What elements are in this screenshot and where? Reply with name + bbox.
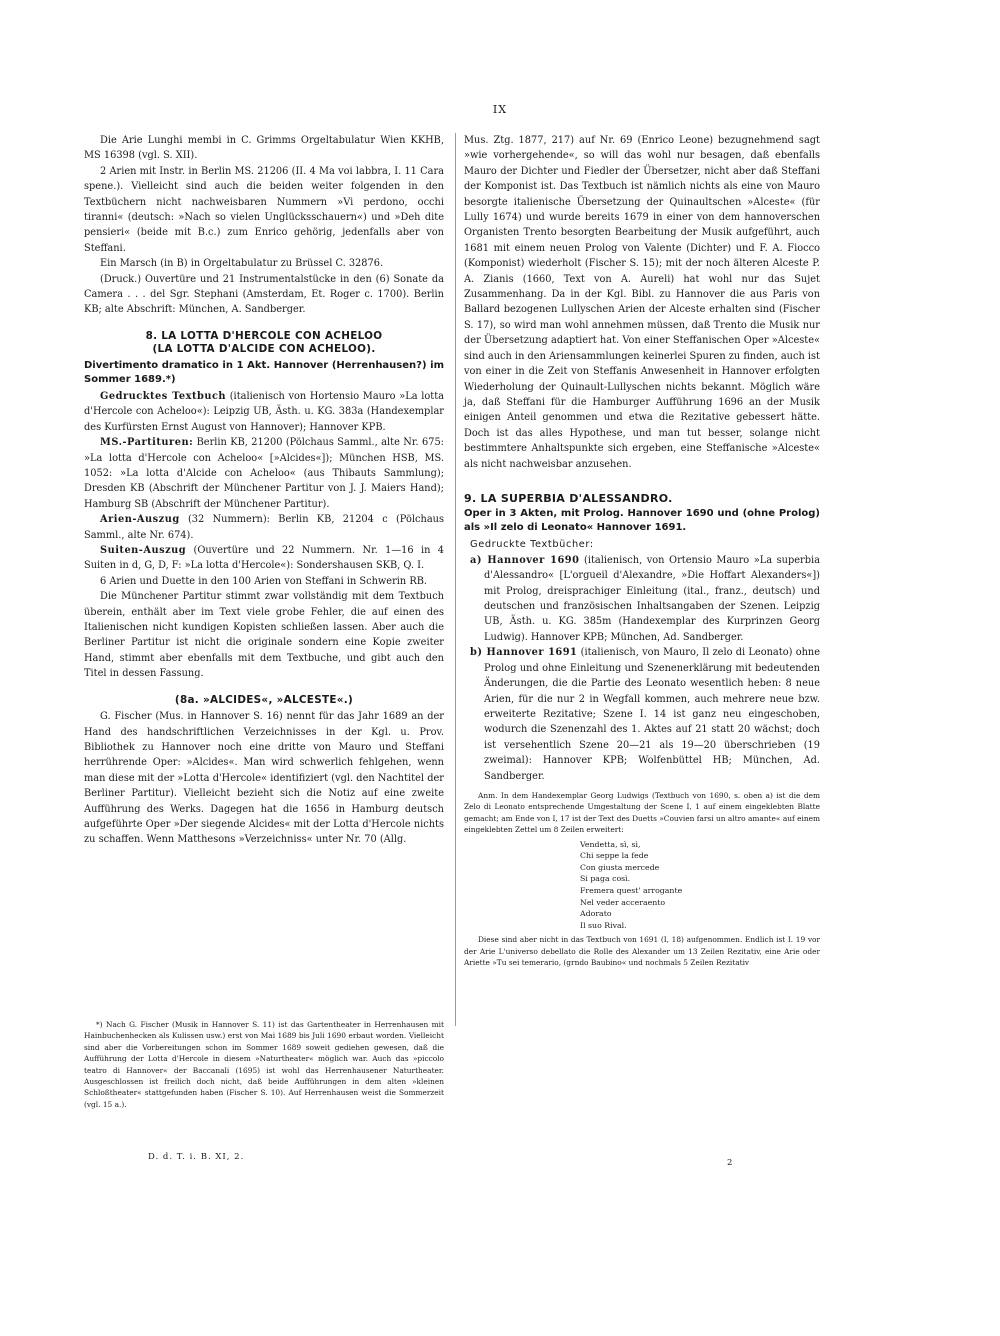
section-subtitle-9: Oper in 3 Akten, mit Prolog. Hannover 1690 und (ohne Prolog) als »Il zelo di Leonato« Hannover 1691. <box>464 508 820 534</box>
text-suiten-auszug: (Ouvertüre und 22 Nummern. Nr. 1—16 in 4 Suiten in d, G, D, F: »La lotta d'Hercole«): Sondershausen SKB, Q. I. <box>84 544 444 572</box>
footnote-text: *) Nach G. Fischer (Musik in Hannover S. 11) ist das Gartentheater in Herrenhausen mit Hainbuchenhecken als Kulissen usw.) erst von Mai 1689 bis Juli 1690 erbaut worden. Vielleicht sind aber die Vorbereitungen schon im Sommer 1689 soweit gediehen gewesen, daß die Aufführung der Lotta d'Hercole in diesem »Naturtheater« möglich war. Auch das »piccolo teatro di Hannover« der Baccanali (1695) ist wohl das Herrenhausener Naturtheater. Ausgeschlossen ist freilich doch nicht, daß beide Aufführungen in dem alten »kleinen Schloßtheater« stattgefunden haben (Fischer S. 10). Auf Herrenhausen weist die Sommerzeit (vgl. 15 a.). <box>84 1020 444 1109</box>
list-item-b <box>464 645 820 784</box>
paragraph-druck: (Druck.) Ouvertüre und 21 Instrumentalstücke in den (6) Sonate da Camera . . . del Sgr. Stephani (Amsterdam, Et. Roger c. 1700). Berlin KB; alte Abschrift: München, A. Sandberger. <box>84 273 444 316</box>
label-arien-auszug: Arien-Auszug <box>100 514 180 526</box>
column-divider <box>455 133 456 1026</box>
list-item-a-label: a) Hannover 1690 <box>470 554 580 566</box>
list-item-a <box>464 553 820 645</box>
poem-line: Fremera quest' arrogante <box>580 885 683 895</box>
section-heading-9: 9. LA SUPERBIA D'ALESSANDRO. <box>464 491 673 505</box>
text-partituren: Berlin KB, 21200 (Pölchaus Samml., alte Nr. 675: »La lotta d'Hercole con Acheloo« [»Alcides«]); München HSB, MS. 1052: »La lotta d'Alcide con Acheloo« (aus Thibauts Sammlung); Dresden KB (Abschrift der Münchener Partitur von J. J. Maiers Hand); Hamburg SB (Abschrift der Münchener Partitur). <box>84 437 444 510</box>
poem-line: Nel veder acceraento <box>580 897 666 907</box>
section-heading-8-line1: 8. LA LOTTA D'HERCOLE CON ACHELOO <box>145 329 383 342</box>
paragraph-arien-auszug <box>84 512 444 543</box>
section-heading-8-line2: (LA LOTTA D'ALCIDE CON ACHELOO). <box>152 343 376 356</box>
paragraph-suiten-auszug <box>84 543 444 574</box>
list-item-b-text: (italienisch, von Mauro, Il zelo di Leonato) ohne Prolog und ohne Einleitung und Szenenerklärung mit bedeutenden Änderungen, die die Partie des Leonato wesentlich heben: 8 neue Arien, für die nur 2 in Wegfall kommen, auch mehrere neue bzw. erweiterte Rezitative; Szene I. 14 ist ganz neu eingeschoben, wodurch die Szenenzahl des 1. Aktes auf 21 statt 20 wächst; doch ist versehentlich Szene 20—21 als 19—20 überschrieben (19 zweimal): Hannover KPB; Wolfenbüttel HB; München, Ad. Sandberger. <box>484 647 821 782</box>
poem-line: Chi seppe la fede <box>580 851 649 861</box>
left-column <box>84 133 444 848</box>
section-subtitle-8: Divertimento dramatico in 1 Akt. Hannover (Herrenhausen?) im Sommer 1689.*) <box>84 359 444 385</box>
paragraph-partituren <box>84 435 444 512</box>
label-textbuecher: Gedruckte Textbücher: <box>470 539 594 551</box>
label-textbuch: Gedrucktes Textbuch <box>100 390 227 402</box>
label-suiten-auszug: Suiten-Auszug <box>100 544 187 556</box>
right-column <box>464 133 820 969</box>
paragraph-textbuch <box>84 389 444 435</box>
text-arien-auszug: (32 Nummern): Berlin KB, 21204 c (Pölchaus Samml., alte Nr. 674). <box>84 514 444 541</box>
poem-line: Si paga così. <box>580 874 631 884</box>
label-partituren: MS.-Partituren: <box>100 437 194 449</box>
text-textbuch: (italienisch von Hortensio Mauro »La lotta d'Hercole con Acheloo«): Leipzig UB, Ästh. u. KG. 383a (Handexemplar des Kurfürsten Ernst August von Hannover); Hannover KPB. <box>84 390 444 433</box>
paragraph-fischer: G. Fischer (Mus. in Hannover S. 16) nennt für das Jahr 1689 an der Hand des handschriftlichen Verzeichnisses in der Kgl. u. Prov. Bibliothek zu Hannover noch eine dritte von Mauro und Steffani herrührende Oper: »Alcides«. Man wird schwerlich fehlgehen, wenn man diese mit der »Lotta d'Hercole« identifiziert (vgl. den Nachtitel der Berliner Partitur). Vielleicht bezieht sich die Notiz auf eine zweite Aufführung des Werks. Dagegen hat die 1656 in Hamburg deutsch aufgeführte Oper »Der siegende Alcides« mit der Lotta d'Hercole nichts zu schaffen. Wenn Matthesons »Verzeichniss« unter Nr. 70 (Allg. <box>84 711 444 846</box>
poem-line: Con giusta mercede <box>580 862 660 872</box>
list-item-a-text: (italienisch, von Ortensio Mauro »La superbia d'Alessandro« [L'orgueil d'Alexandre, »Die Hoffart Alexanders«]) mit Prolog, dreisprachiger Einleitung (ital., franz., deutsch) und deutschen und französischen Inhaltsangaben der Szenen. Leipzig UB, Ästh. u. KG. 385m (Handexemplar des Kurprinzen Georg Ludwig). Hannover KPB; München, Ad. Sandberger. <box>484 554 820 643</box>
paragraph-marsch: Ein Marsch (in B) in Orgeltabulatur zu Brüssel C. 32876. <box>100 258 384 270</box>
paragraph-lunghi: Die Arie Lunghi membi in C. Grimms Orgeltabulatur Wien KKHB, MS 16398 (vgl. S. XII). <box>84 135 444 162</box>
paragraph-schwerin: 6 Arien und Duette in den 100 Arien von Steffani in Schwerin RB. <box>100 575 428 587</box>
poem-line: Vendetta, sì, sì, <box>580 839 641 849</box>
poem-line: Il suo Rival. <box>580 920 627 930</box>
annotation-text-1: Anm. In dem Handexemplar Georg Ludwigs (Textbuch von 1690, s. oben a) ist die dem Zelo di Leonato entsprechende Umgestaltung der Scene I, 1 auf einem eingeklebten Blatte gemacht; am Ende von I, 17 ist der Text des Duetts »Couvien farsi un altro amante« auf einem eingeklebten Zettel um 8 Zeilen erweitert: <box>464 790 820 835</box>
list-item-b-label: b) Hannover 1691 <box>470 647 578 659</box>
paragraph-continuation: Mus. Ztg. 1877, 217) auf Nr. 69 (Enrico Leone) bezugnehmend sagt »wie vorhergehende«, so will das wohl nur besagen, daß ebenfalls Mauro der Dichter und Fiedler der Übersetzer, nicht aber daß Steffani der Komponist ist. Das Textbuch ist nämlich nichts als eine von Mauro besorgte italienische Übersetzung der Quinaultschen »Alceste« (für Lully 1674) und wurde bereits 1679 in einer von dem hannoverschen Organisten Trento besorgten Bearbeitung der Musik aufgeführt, auch 1681 mit einem neuen Prolog von Valente (Dichter) und F. A. Fiocco (Komponist) wiederholt (Fischer S. 15); mit der noch älteren Alceste P. A. Zianis (1660, Text von A. Aureli) hat wohl nur das Sujet Zusammenhang. Da in der Kgl. Bibl. zu Hannover die aus Paris von Ballard bezogenen Lullyschen Arien der Alceste erhalten sind (Fischer S. 17), so wird man wohl annehmen müssen, daß Trento die Musik nur der Übersetzung adaptiert hat. Von einer Steffanischen Oper »Alceste« sind auch in den Ariensammlungen keinerlei Spuren zu finden, auch ist von einer in die Zeit von Steffanis Anwesenheit in Hannover erfolgten Wiederholung der Quinault-Lullyschen nichts bekannt. Möglich wäre ja, daß Steffani für die Hamburger Aufführung 1696 an der Musik einigen Anteil genommen und etwa die Rezitative gebessert hätte. Doch ist das alles Hypothese, und man tut besser, solange nicht bestimmtere Anhaltspunkte sich ergeben, eine Steffanische »Alceste« als nicht nachweisbar anzusehen. <box>464 135 820 470</box>
footer-signature-left: D. d. T. i. B. XI, 2. <box>148 1152 245 1162</box>
sheet-signature: 2 <box>727 1158 733 1168</box>
poem-line: Adorato <box>580 909 612 919</box>
section-heading-8 <box>84 330 444 357</box>
paragraph-arien: 2 Arien mit Instr. in Berlin MS. 21206 (II. 4 Ma voi labbra, I. 11 Cara spene.). Vielleicht sind auch die beiden weiter folgenden in den Textbüchern nicht nachweisbaren Nummern »Vi perdono, occhi tiranni« (deutsch: »Nach so vielen Unglücksschauern«) und »Deh dite pensieri« (beide mit B.c.) zum Enrico gehörig, jedenfalls aber von Steffani. <box>84 165 444 254</box>
paragraph-muenchener: Die Münchener Partitur stimmt zwar vollständig mit dem Textbuch überein, enthält aber im Text viele grobe Fehler, die auf einen des Italienischen nicht kundigen Kopisten schließen lassen. Aber auch die Berliner Partitur ist nicht die originale sondern eine Kopie zweiter Hand, stimmt aber ebenfalls mit dem Textbuche, und gibt auch den Titel in dessen Fassung. <box>84 591 444 680</box>
annotation-text-2: Diese sind aber nicht in das Textbuch von 1691 (I, 18) aufgenommen. Endlich ist I. 19 vor der Arie L'universo debellato die Rolle des Alexander um 13 Zeilen Rezitativ, eine Arie oder Ariette »Tu sei temerario, (grndo Baubino« und nochmals 5 Zeilen Rezitativ <box>464 935 820 968</box>
poem <box>580 839 820 932</box>
page-number: IX <box>492 103 508 116</box>
section-heading-8a: (8a. »ALCIDES«, »ALCESTE«.) <box>174 693 354 706</box>
footnote <box>84 1019 444 1110</box>
annotation <box>464 790 820 969</box>
